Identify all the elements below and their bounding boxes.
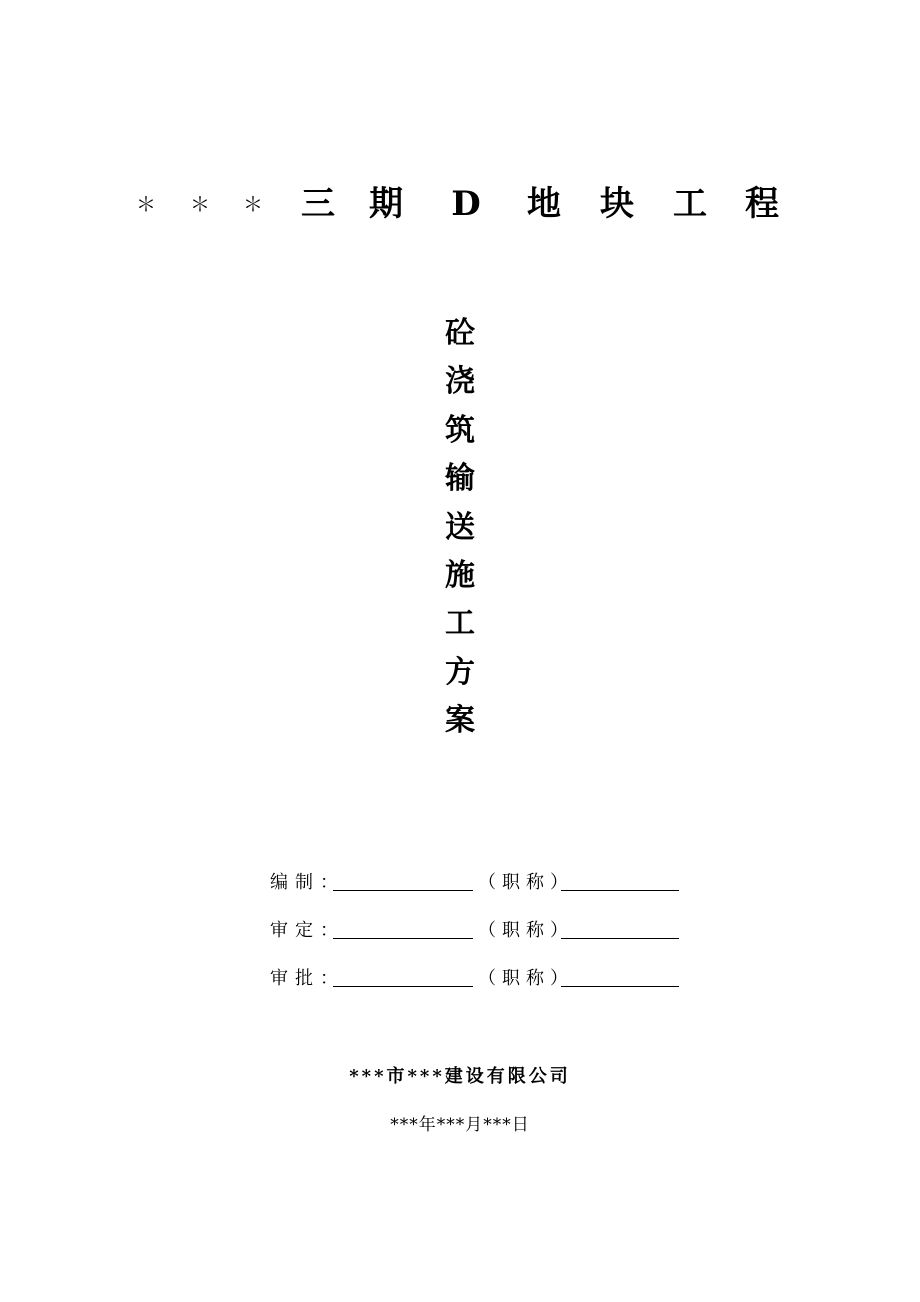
document-title-char: 工 (445, 606, 475, 642)
project-title-char: ＊ (136, 192, 156, 216)
signature-title-label: （职称） (478, 920, 574, 941)
project-title-char: 块 (600, 184, 634, 224)
company-name: ***市***建设有限公司 (349, 1066, 571, 1087)
signature-label: 审批： (270, 968, 345, 989)
project-title-char: 程 (745, 184, 779, 224)
signature-title-label: （职称） (478, 968, 574, 989)
document-title-char: 方 (445, 654, 475, 690)
document-title-char: 送 (445, 509, 475, 545)
document-title-char: 案 (445, 703, 475, 739)
signature-label: 编制： (270, 872, 345, 893)
signature-title-line (561, 938, 679, 939)
signature-name-line (333, 890, 473, 891)
document-title-char: 砼 (445, 316, 475, 351)
project-title-char: D (451, 184, 481, 224)
document-date: ***年***月***日 (390, 1115, 530, 1135)
document-title-char: 筑 (445, 412, 475, 448)
signature-name-line (333, 938, 473, 939)
signature-title-label: （职称） (478, 872, 574, 893)
document-title-char: 施 (445, 557, 475, 593)
project-title-char: 地 (527, 184, 561, 224)
project-title-char: 期 (369, 184, 403, 224)
document-title (438, 312, 482, 748)
document-title-char: 浇 (445, 364, 475, 400)
signature-label: 审定： (270, 920, 345, 941)
project-title-char: 工 (673, 184, 707, 224)
project-title-char: ＊ (243, 192, 263, 216)
project-title-char: 三 (301, 184, 335, 224)
signature-title-line (561, 890, 679, 891)
signature-name-line (333, 986, 473, 987)
signature-title-line (561, 986, 679, 987)
document-title-char: 输 (445, 461, 475, 497)
project-title (0, 178, 920, 230)
project-title-char: ＊ (190, 192, 210, 216)
